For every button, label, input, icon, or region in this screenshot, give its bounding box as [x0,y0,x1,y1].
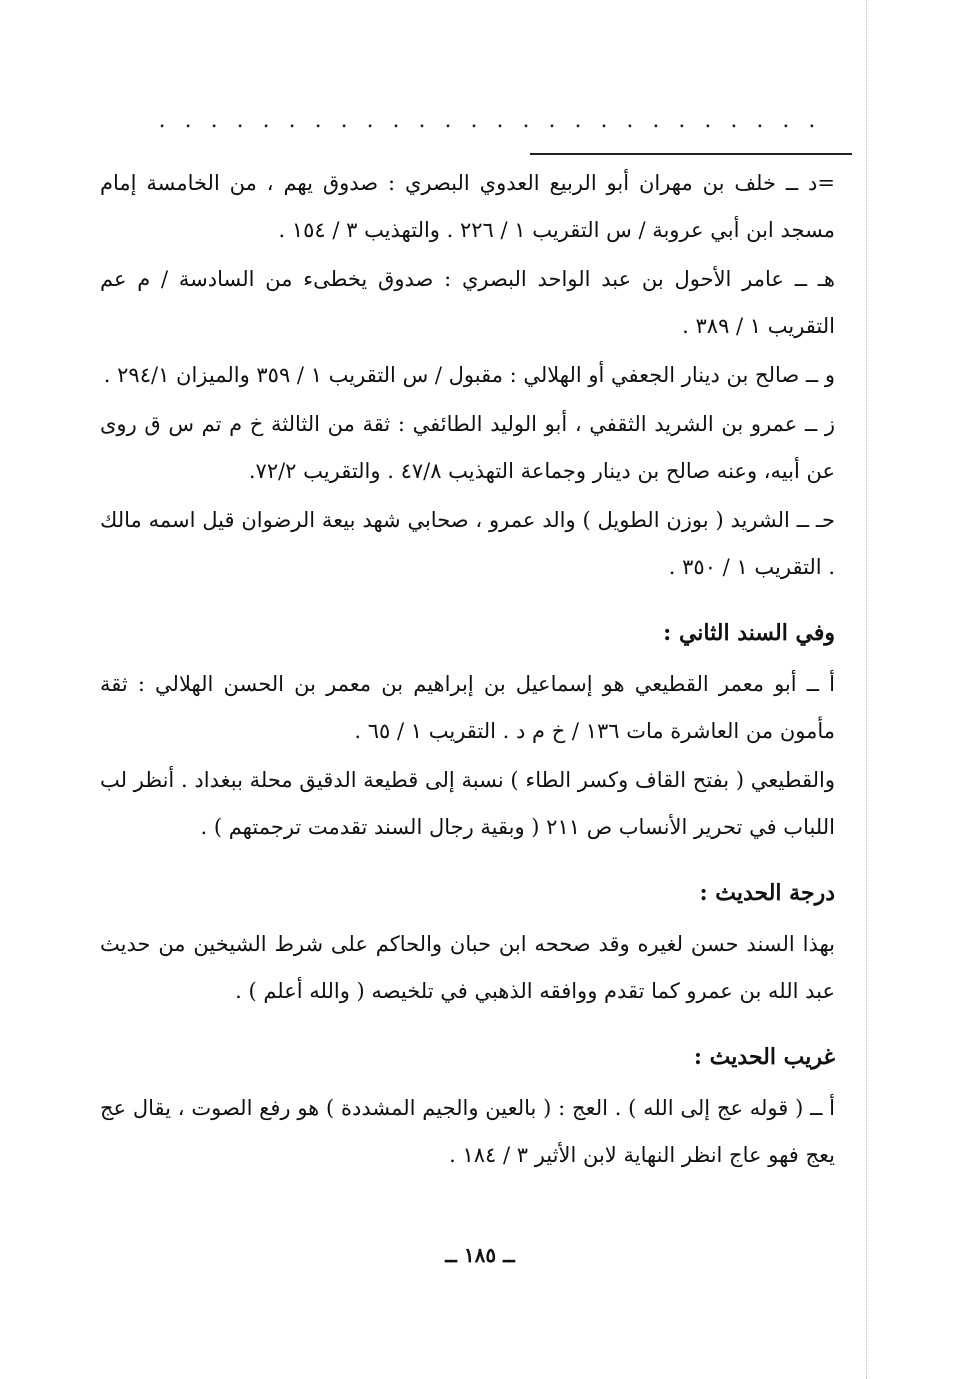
entry-qatii-note: والقطيعي ( بفتح القاف وكسر الطاء ) نسبة إلى قطيعة الدقيق محلة ببغداد . أنظر لب اللباب في تحرير الأنساب ص ٢١١ ( وبقية رجال السند تقدمت ترجمتهم ) . [100,768,835,839]
top-dotted-line: . . . . . . . . . . . . . . . . . . . . . . . . . . [158,108,822,133]
entry-alif: أ ــ أبو معمر القطيعي هو إسماعيل بن إبراهيم بن معمر بن الحسن الهلالي : ثقة مأمون من العاشرة مات ١٣٦ / خ م د . التقريب ١ / ٦٥ . [100,672,835,743]
entry-ha: حـ ــ الشريد ( بوزن الطويل ) والد عمرو ، صحابي شهد بيعة الرضوان قيل اسمه مالك . التقريب ١ / ٣٥٠ . [100,508,835,579]
heading-hadith-grade: درجة الحديث : [699,880,835,906]
footnote-separator-rule [530,153,852,155]
gharib-paragraph: أ ــ ( قوله عج إلى الله ) . العج : ( بالعين والجيم المشددة ) هو رفع الصوت ، يقال عج يعج فهو عاج انظر النهاية لابن الأثير ٣ / ١٨٤ . [100,1096,835,1167]
entry-h: هـ ــ عامر الأحول بن عبد الواحد البصري : صدوق يخطىء من السادسة / م عم التقريب ١ / ٣٨٩ . [100,267,835,338]
binding-edge-mark [866,0,867,1379]
entry-d: =د ــ خلف بن مهران أبو الربيع العدوي البصري : صدوق يهم ، من الخامسة إمام مسجد ابن أبي عروبة / س التقريب ١ / ٢٢٦ . والتهذيب ٣ / ١٥٤ . [100,171,835,242]
page-number: ــ ١٨٥ ــ [445,1243,515,1267]
entry-z: ز ــ عمرو بن الشريد الثقفي ، أبو الوليد الطائفي : ثقة من الثالثة خ م تم س ق روى عن أبيه، وعنه صالح بن دينار وجماعة التهذيب ٤٧/٨ . والتقريب ٧٢/٢. [100,412,835,483]
heading-second-chain: وفي السند الثاني : [663,620,835,646]
entry-w: و ــ صالح بن دينار الجعفي أو الهلالي : مقبول / س التقريب ١ / ٣٥٩ والميزان ٢٩٤/١ . [103,363,835,387]
grade-paragraph: بهذا السند حسن لغيره وقد صححه ابن حبان والحاكم على شرط الشيخين من حديث عبد الله بن عمرو كما تقدم ووافقه الذهبي في تلخيصه ( والله أعلم ) . [100,932,835,1003]
heading-gharib-hadith: غريب الحديث : [693,1044,835,1070]
page-content [100,160,835,1179]
